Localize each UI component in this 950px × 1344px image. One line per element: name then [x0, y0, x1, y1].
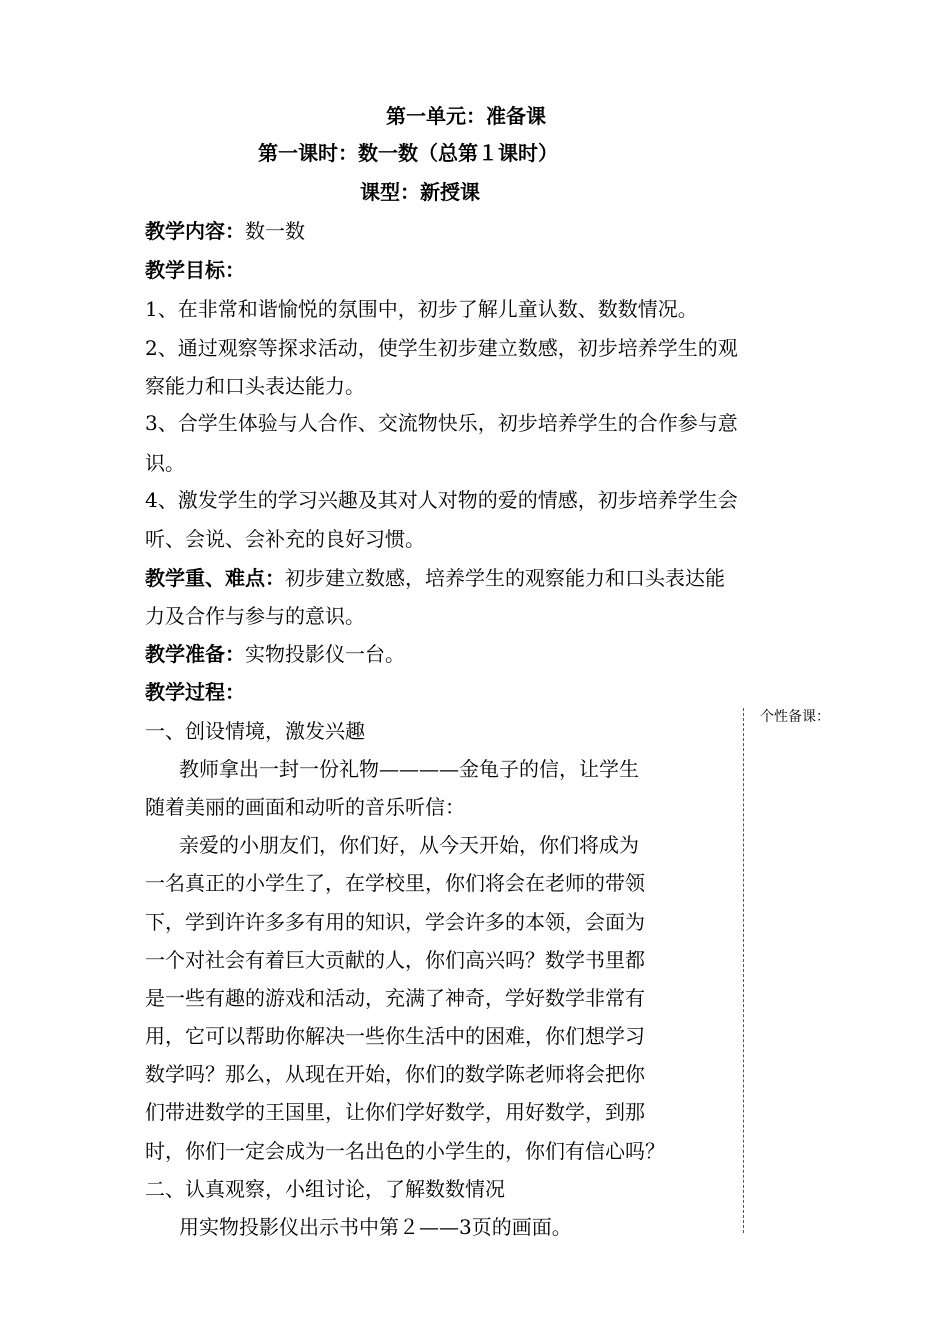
teaching-content-value: 数一数 [245, 219, 305, 243]
teaching-content-label: 教学内容： [145, 219, 245, 243]
paragraph-1-line-1: 教师拿出一封一份礼物————金龟子的信，让学生 [179, 757, 639, 781]
preparation-value: 实物投影仪一台。 [245, 642, 405, 666]
paragraph-2-line-3: 下，学到许许多多有用的知识，学会许多的本领，会面为 [145, 910, 645, 934]
key-points-label: 教学重、难点： [145, 566, 285, 590]
paragraph-2-line-4: 一个对社会有着巨大贡献的人，你们高兴吗？数学书里都 [145, 948, 645, 972]
key-points-row [145, 566, 725, 590]
teaching-content-row [145, 219, 305, 243]
paragraph-2-line-5: 是一些有趣的游戏和活动，充满了神奇，学好数学非常有 [145, 986, 645, 1010]
paragraph-2-line-2: 一名真正的小学生了，在学校里，你们将会在老师的带领 [145, 871, 645, 895]
step-2-heading: 二、认真观察，小组讨论，了解数数情况 [145, 1177, 505, 1201]
goal-2-line-1: 2、通过观察等探求活动，使学生初步建立数感，初步培养学生的观 [145, 336, 738, 360]
key-points-line-2: 力及合作与参与的意识。 [145, 604, 365, 628]
lesson-title: 第一课时：数一数（总第１课时） [258, 141, 558, 165]
lesson-type: 课型：新授课 [360, 180, 480, 204]
goal-3-line-2: 识。 [145, 451, 185, 475]
goal-2-line-2: 察能力和口头表达能力。 [145, 374, 365, 398]
personal-notes-label: 个性备课： [760, 709, 830, 725]
paragraph-2-line-1: 亲爱的小朋友们，你们好，从今天开始，你们将成为 [179, 833, 639, 857]
goals-label: 教学目标： [145, 258, 245, 282]
key-points-value: 初步建立数感，培养学生的观察能力和口头表达能 [285, 566, 725, 590]
process-label: 教学过程： [145, 680, 245, 704]
unit-title: 第一单元：准备课 [386, 104, 546, 128]
paragraph-1-line-2: 随着美丽的画面和动听的音乐听信： [145, 795, 465, 819]
preparation-label: 教学准备： [145, 642, 245, 666]
paragraph-2-line-8: 们带进数学的王国里，让你们学好数学，用好数学，到那 [145, 1100, 645, 1124]
goal-4-line-1: 4、激发学生的学习兴趣及其对人对物的爱的情感，初步培养学生会 [145, 488, 738, 512]
paragraph-3-line-1: 用实物投影仪出示书中第２——3页的画面。 [179, 1215, 572, 1239]
step-1-heading: 一、创设情境，激发兴趣 [145, 719, 365, 743]
goal-4-line-2: 听、会说、会补充的良好习惯。 [145, 527, 425, 551]
paragraph-2-line-9: 时，你们一定会成为一名出色的小学生的，你们有信心吗？ [145, 1139, 665, 1163]
margin-divider [743, 708, 744, 1233]
goal-1: 1、在非常和谐愉悦的氛围中，初步了解儿童认数、数数情况。 [145, 297, 698, 321]
goal-3-line-1: 3、合学生体验与人合作、交流物快乐，初步培养学生的合作参与意 [145, 411, 738, 435]
preparation-row [145, 642, 405, 666]
paragraph-2-line-7: 数学吗？那么，从现在开始，你们的数学陈老师将会把你 [145, 1062, 645, 1086]
paragraph-2-line-6: 用，它可以帮助你解决一些你生活中的困难，你们想学习 [145, 1024, 645, 1048]
